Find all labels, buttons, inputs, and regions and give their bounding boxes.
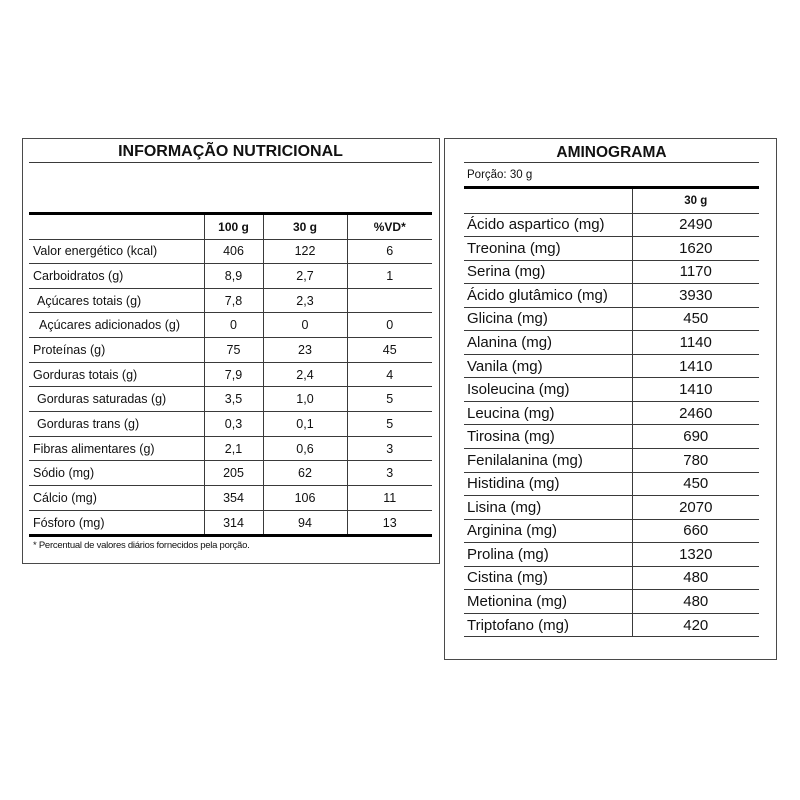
aminogram-row — [464, 519, 759, 543]
value-per-30g: 0,6 — [263, 436, 347, 461]
value-per-100g: 7,9 — [204, 362, 263, 387]
value-per-30g: 1,0 — [263, 387, 347, 412]
amino-acid-value: 780 — [632, 448, 759, 472]
amino-acid-label: Glicina (mg) — [464, 307, 632, 331]
daily-value-percent — [347, 288, 432, 313]
amino-acid-label: Lisina (mg) — [464, 496, 632, 520]
amino-acid-label: Histidina (mg) — [464, 472, 632, 496]
value-per-30g: 2,4 — [263, 362, 347, 387]
nutrient-label: Açúcares totais (g) — [29, 288, 204, 313]
daily-value-percent: 5 — [347, 412, 432, 437]
daily-value-percent: 6 — [347, 239, 432, 264]
value-per-100g: 205 — [204, 461, 263, 486]
nutrition-row — [29, 362, 432, 387]
nutrient-label: Valor energético (kcal) — [29, 239, 204, 264]
amino-acid-label: Arginina (mg) — [464, 519, 632, 543]
aminogram-header-row — [464, 189, 759, 213]
amino-acid-value: 3930 — [632, 284, 759, 308]
amino-acid-value: 2490 — [632, 213, 759, 237]
aminogram-table-wrapper — [464, 189, 759, 637]
value-per-30g: 122 — [263, 239, 347, 264]
value-per-30g: 62 — [263, 461, 347, 486]
header-100g: 100 g — [204, 215, 263, 239]
daily-value-percent: 3 — [347, 436, 432, 461]
nutrient-label: Cálcio (mg) — [29, 486, 204, 511]
amino-acid-value: 690 — [632, 425, 759, 449]
amino-acid-label: Alanina (mg) — [464, 331, 632, 355]
amino-acid-label: Vanila (mg) — [464, 354, 632, 378]
nutrition-row — [29, 510, 432, 535]
aminogram-row — [464, 425, 759, 449]
nutrition-row — [29, 264, 432, 289]
aminogram-row — [464, 260, 759, 284]
title-divider — [29, 162, 432, 163]
value-per-30g: 0 — [263, 313, 347, 338]
title-divider — [464, 162, 759, 163]
value-per-100g: 7,8 — [204, 288, 263, 313]
nutrition-header-row — [29, 215, 432, 239]
daily-value-percent: 13 — [347, 510, 432, 535]
daily-value-percent: 45 — [347, 338, 432, 363]
value-per-100g: 354 — [204, 486, 263, 511]
daily-value-percent: 0 — [347, 313, 432, 338]
amino-acid-value: 660 — [632, 519, 759, 543]
value-per-100g: 0 — [204, 313, 263, 338]
amino-acid-label: Fenilalanina (mg) — [464, 448, 632, 472]
daily-value-percent: 1 — [347, 264, 432, 289]
amino-acid-label: Tirosina (mg) — [464, 425, 632, 449]
aminogram-row — [464, 378, 759, 402]
amino-acid-label: Cistina (mg) — [464, 566, 632, 590]
nutrient-label: Gorduras saturadas (g) — [29, 387, 204, 412]
nutrient-label: Fibras alimentares (g) — [29, 436, 204, 461]
aminogram-table — [464, 189, 759, 637]
amino-acid-label: Leucina (mg) — [464, 401, 632, 425]
amino-acid-value: 450 — [632, 472, 759, 496]
nutrient-label: Proteínas (g) — [29, 338, 204, 363]
amino-acid-value: 480 — [632, 566, 759, 590]
nutrient-label: Carboidratos (g) — [29, 264, 204, 289]
amino-acid-value: 450 — [632, 307, 759, 331]
aminogram-row — [464, 401, 759, 425]
nutrition-row — [29, 486, 432, 511]
nutrition-row — [29, 239, 432, 264]
nutrient-label: Sódio (mg) — [29, 461, 204, 486]
amino-acid-label: Ácido aspartico (mg) — [464, 213, 632, 237]
header-empty-cell — [29, 215, 204, 239]
nutrition-facts-panel — [22, 138, 440, 564]
nutrition-table-wrapper — [29, 215, 432, 535]
amino-acid-value: 1620 — [632, 237, 759, 261]
value-per-100g: 75 — [204, 338, 263, 363]
nutrient-label: Açúcares adicionados (g) — [29, 313, 204, 338]
header-empty-cell — [464, 189, 632, 213]
amino-acid-value: 1320 — [632, 543, 759, 567]
aminogram-row — [464, 496, 759, 520]
nutrient-label: Gorduras totais (g) — [29, 362, 204, 387]
value-per-100g: 406 — [204, 239, 263, 264]
amino-acid-value: 480 — [632, 590, 759, 614]
thick-divider-bottom — [29, 534, 432, 537]
aminogram-title: AMINOGRAMA — [556, 144, 667, 161]
nutrition-row — [29, 461, 432, 486]
nutrition-row — [29, 288, 432, 313]
value-per-100g: 2,1 — [204, 436, 263, 461]
amino-acid-label: Triptofano (mg) — [464, 613, 632, 637]
amino-acid-value: 1410 — [632, 378, 759, 402]
amino-acid-value: 2070 — [632, 496, 759, 520]
aminogram-row — [464, 354, 759, 378]
amino-acid-value: 1170 — [632, 260, 759, 284]
footnote: * Percentual de valores diários fornecidos pela porção. — [33, 540, 250, 551]
aminogram-table-body — [464, 213, 759, 637]
value-per-100g: 3,5 — [204, 387, 263, 412]
daily-value-percent: 5 — [347, 387, 432, 412]
amino-acid-value: 1410 — [632, 354, 759, 378]
value-per-30g: 2,3 — [263, 288, 347, 313]
aminogram-row — [464, 472, 759, 496]
value-per-30g: 0,1 — [263, 412, 347, 437]
portion-label: Porção: 30 g — [467, 169, 533, 181]
amino-acid-label: Isoleucina (mg) — [464, 378, 632, 402]
aminogram-row — [464, 590, 759, 614]
daily-value-percent: 3 — [347, 461, 432, 486]
amino-acid-label: Prolina (mg) — [464, 543, 632, 567]
value-per-30g: 94 — [263, 510, 347, 535]
amino-acid-label: Ácido glutâmico (mg) — [464, 284, 632, 308]
aminogram-row — [464, 284, 759, 308]
daily-value-percent: 4 — [347, 362, 432, 387]
nutrition-row — [29, 412, 432, 437]
nutrition-row — [29, 387, 432, 412]
aminogram-row — [464, 566, 759, 590]
amino-acid-label: Treonina (mg) — [464, 237, 632, 261]
nutrient-label: Fósforo (mg) — [33, 515, 105, 530]
amino-acid-label: Serina (mg) — [464, 260, 632, 284]
nutrient-label: Gorduras trans (g) — [29, 412, 204, 437]
aminogram-row — [464, 213, 759, 237]
aminogram-row — [464, 307, 759, 331]
amino-acid-value: 1140 — [632, 331, 759, 355]
nutrition-table-body — [29, 239, 432, 535]
nutrition-row — [29, 338, 432, 363]
nutrition-row — [29, 436, 432, 461]
value-per-30g: 2,7 — [263, 264, 347, 289]
value-per-30g: 23 — [263, 338, 347, 363]
value-per-100g: 0,3 — [204, 412, 263, 437]
daily-value-percent: 11 — [347, 486, 432, 511]
amino-acid-value: 2460 — [632, 401, 759, 425]
nutrition-table — [29, 215, 432, 535]
aminogram-row — [464, 331, 759, 355]
aminogram-row — [464, 448, 759, 472]
nutrition-title: INFORMAÇÃO NUTRICIONAL — [118, 143, 343, 160]
value-per-30g: 106 — [263, 486, 347, 511]
value-per-100g: 314 — [204, 510, 263, 535]
header-daily-value: %VD* — [347, 215, 432, 239]
aminogram-row — [464, 543, 759, 567]
aminogram-panel — [444, 138, 777, 660]
header-30g: 30 g — [632, 189, 759, 213]
aminogram-row — [464, 237, 759, 261]
amino-acid-value: 420 — [632, 613, 759, 637]
value-per-100g: 8,9 — [204, 264, 263, 289]
nutrition-row — [29, 313, 432, 338]
header-30g: 30 g — [263, 215, 347, 239]
amino-acid-label: Metionina (mg) — [464, 590, 632, 614]
aminogram-row — [464, 613, 759, 637]
